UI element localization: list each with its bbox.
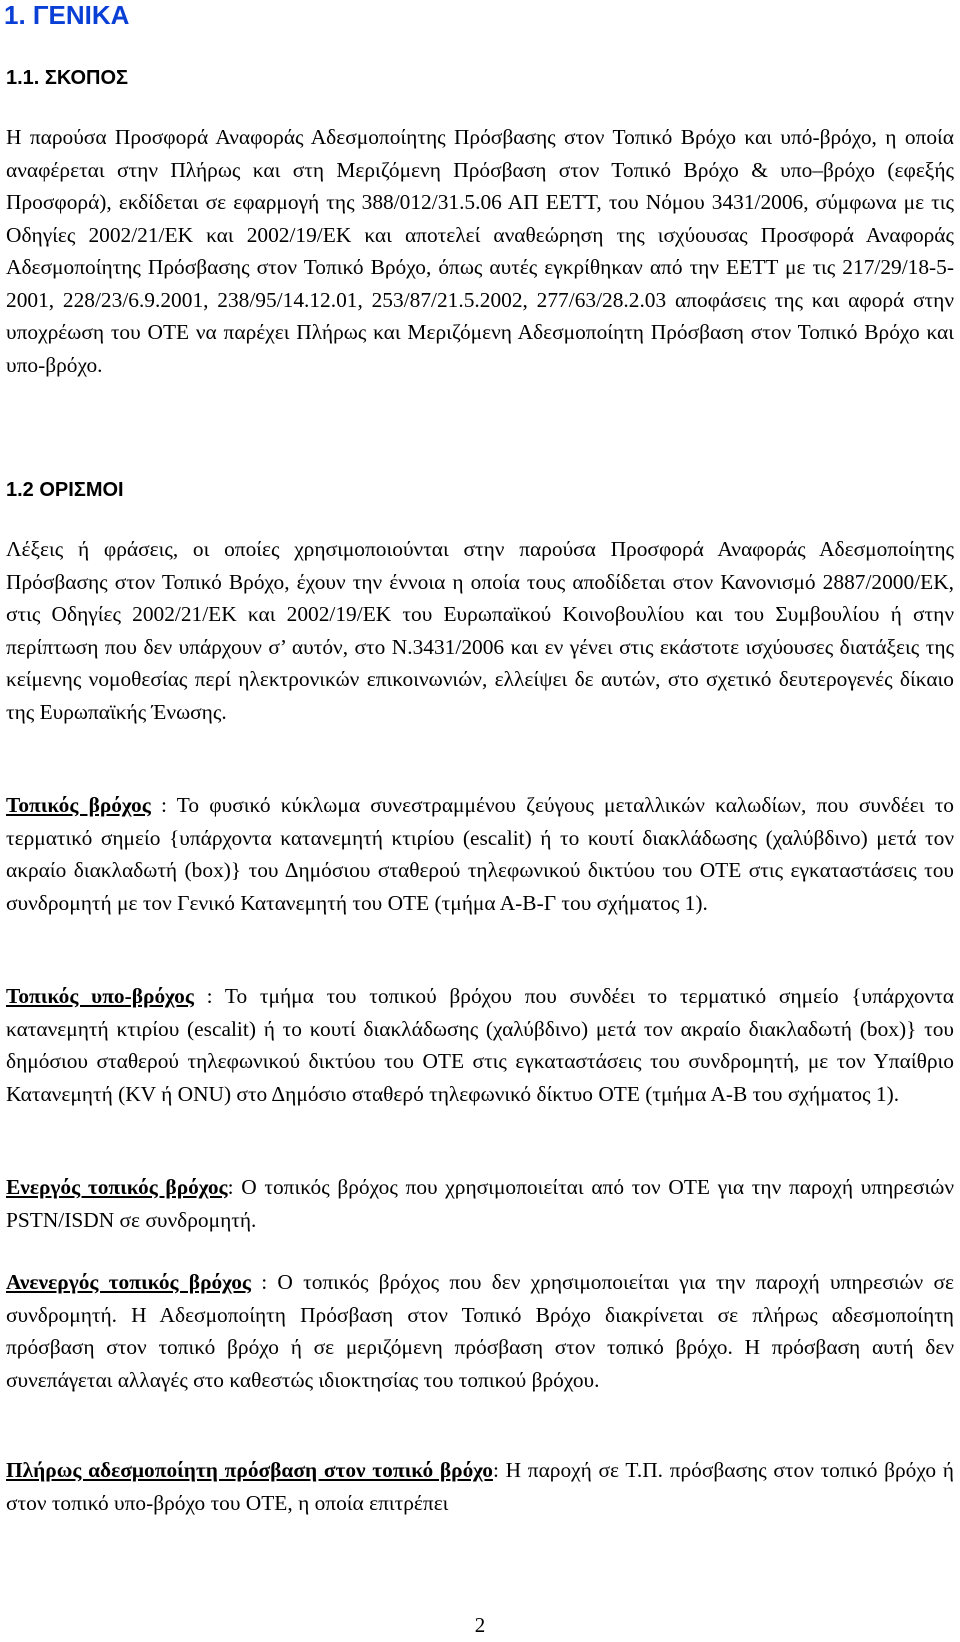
definition-text: : Ο τοπικός βρόχος που χρησιμοποιείται από τον ΟΤΕ για την παροχή υπηρεσιών PSTN/ISDN σε συνδρομητή.: [6, 1175, 954, 1232]
definition-term: Ανενεργός τοπικός βρόχος: [6, 1270, 251, 1294]
page-number: 2: [474, 1613, 486, 1637]
scope-paragraph: Η παρούσα Προσφορά Αναφοράς Αδεσμοποίητης Πρόσβασης στον Τοπικό Βρόχο και υπό-βρόχο, η οποία αναφέρεται στην Πλήρως και στη Μεριζόμενη Πρόσβαση στον Τοπικό Βρόχο & υπο–βρόχο (εφεξής Προσφορά), εκδίδεται σε εφαρμογή της 388/012/31.5.06 ΑΠ ΕΕΤΤ, του Νόμου 3431/2006, σύμφωνα με τις Οδηγίες 2002/21/ΕΚ και 2002/19/ΕΚ και αποτελεί αναθεώρηση της ισχύουσας Προσφορά Αναφοράς Αδεσμοποίητης Πρόσβασης στον Τοπικό Βρόχο, όπως αυτές εγκρίθηκαν από την ΕΕΤΤ με τις 217/29/18-5-2001, 228/23/6.9.2001, 238/95/14.12.01, 253/87/21.5.2002, 277/63/28.2.03 αποφάσεις της και αφορά στην υποχρέωση του ΟΤΕ να παρέχει Πλήρως και Μεριζόμενη Αδεσμοποίητη Πρόσβαση στον Τοπικό Βρόχο και υπο-βρόχο.: [6, 125, 954, 377]
section-heading-scope: 1.1. ΣΚΟΠΟΣ: [6, 67, 129, 89]
definition-full-unbundled-access: [6, 1454, 954, 1519]
definition-inactive-loop: [6, 1266, 954, 1396]
definition-text: : Ο τοπικός βρόχος που δεν χρησιμοποιείται για την παροχή υπηρεσιών σε συνδρομητή. Η Αδεσμοποίητη Πρόσβαση στον Τοπικό Βρόχο διακρίνεται σε πλήρως αδεσμοποίητη πρόσβαση στον τοπικό βρόχο ή σε μεριζόμενη πρόσβαση στον τοπικό βρόχο. Η πρόσβαση αυτή δεν συνεπάγεται αλλαγές στο καθεστώς ιδιοκτησίας του τοπικού βρόχου.: [6, 1270, 954, 1392]
definition-term: Πλήρως αδεσμοποίητη πρόσβαση στον τοπικό βρόχο: [6, 1458, 493, 1482]
definitions-intro-paragraph: Λέξεις ή φράσεις, οι οποίες χρησιμοποιούνται στην παρούσα Προσφορά Αναφοράς Αδεσμοποίητης Πρόσβασης στον Τοπικό Βρόχο, έχουν την έννοια η οποία τους αποδίδεται στον Κανονισμό 2887/2000/ΕΚ, στις Οδηγίες 2002/21/ΕΚ και 2002/19/ΕΚ του Ευρωπαϊκού Κοινοβουλίου και του Συμβουλίου ή στην περίπτωση που δεν υπάρχουν σ’ αυτόν, στο Ν.3431/2006 και εν γένει στις εκάστοτε ισχύουσες διατάξεις της κείμενης νομοθεσίας περί ηλεκτρονικών επικοινωνιών, ελλείψει δε αυτών, στο σχετικό δευτερογενές δίκαιο της Ευρωπαϊκής Ένωσης.: [6, 537, 954, 724]
definition-local-loop: [6, 789, 954, 919]
definition-term: Τοπικός υπο-βρόχος: [6, 984, 194, 1008]
chapter-heading: 1. ΓΕΝΙΚΑ: [4, 0, 130, 30]
section-heading-definitions: 1.2 ΟΡΙΣΜΟΙ: [6, 479, 124, 501]
definition-active-loop: [6, 1171, 954, 1236]
definition-text: : Το φυσικό κύκλωμα συνεστραμμένου ζεύγους μεταλλικών καλωδίων, που συνδέει το τερματικό σημείο {υπάρχοντα κατανεμητή κτιρίου (escalit) ή το κουτί διακλάδωσης (χαλύβδινο) μετά τον ακραίο διακλαδωτή (box)} του Δημόσιου σταθερού τηλεφωνικού δικτύου του ΟΤΕ στις εγκαταστάσεις του συνδρομητή με τον Γενικό Κατανεμητή του ΟΤΕ (τμήμα Α-Β-Γ του σχήματος 1).: [6, 793, 954, 915]
definition-local-subloop: [6, 980, 954, 1110]
definition-term: Τοπικός βρόχος: [6, 793, 151, 817]
definition-text: : Η παροχή σε Τ.Π. πρόσβασης στον τοπικό βρόχο ή στον τοπικό υπο-βρόχο του ΟΤΕ, η οποία επιτρέπει: [6, 1458, 954, 1515]
definition-text: : Το τμήμα του τοπικού βρόχου που συνδέει το τερματικό σημείο {υπάρχοντα κατανεμητή κτιρίου (escalit) ή το κουτί διακλάδωσης (χαλύβδινο) μετά τον ακραίο διακλαδωτή (box)} του δημόσιου σταθερού τηλεφωνικού δικτύου του ΟΤΕ στις εγκαταστάσεις του συνδρομητή, με τον Υπαίθριο Κατανεμητή (KV ή ONU) στο Δημόσιο σταθερό τηλεφωνικό δίκτυο ΟΤΕ (τμήμα Α-Β του σχήματος 1).: [6, 984, 954, 1106]
definition-term: Ενεργός τοπικός βρόχος: [6, 1175, 228, 1199]
